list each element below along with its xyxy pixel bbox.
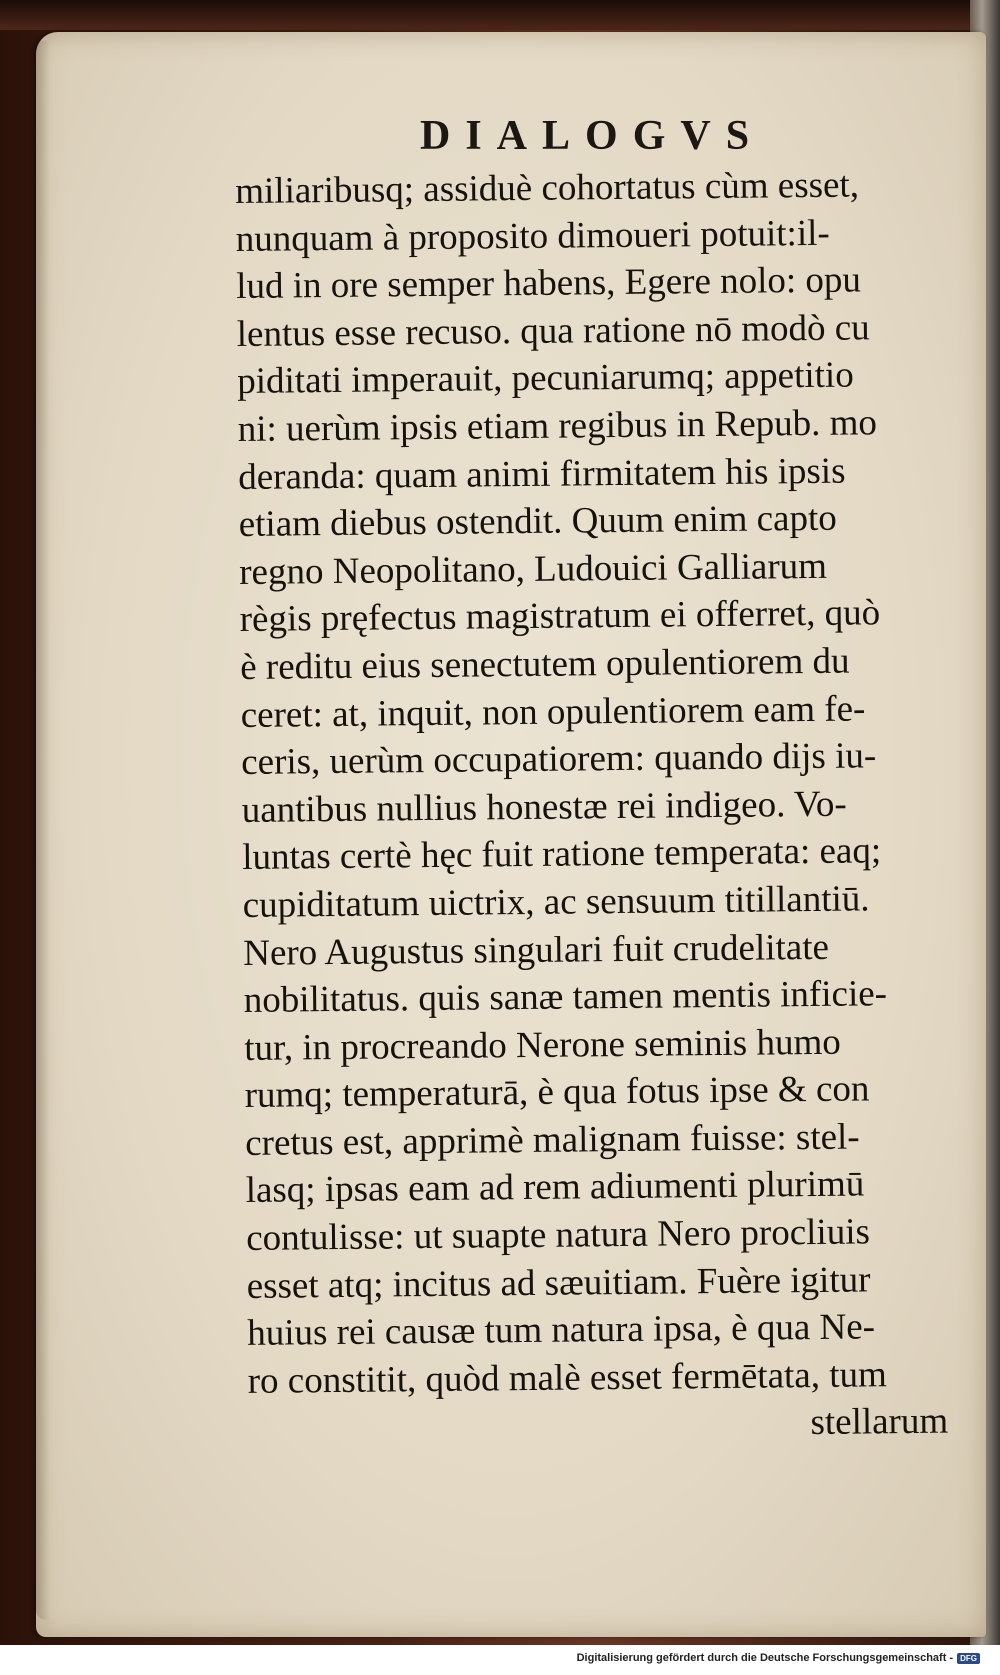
top-binding-strip: [0, 0, 1000, 30]
text-line-3: lud in ore semper habens, Egere nolo: opu: [236, 259, 862, 308]
text-line-6: ni: uerùm ipsis etiam regibus in Repub. mo: [237, 402, 878, 450]
credit-text: Digitalisierung gefördert durch die Deutsche Forschungsgemeinschaft -: [576, 1652, 954, 1664]
text-line-25: huius rei causæ tum natura ipsa, è qua Ne-: [246, 1306, 876, 1355]
text-line-12: ceret: at, inquit, non opulentiorem eam fe-: [240, 687, 866, 736]
dfg-logo-icon: DFG: [957, 1653, 980, 1664]
text-line-23: contulisse: ut suapte natura Nero procliuis: [245, 1211, 871, 1260]
text-line-8: etiam diebus ostendit. Quum enim capto: [238, 497, 837, 546]
text-line-4: lentus esse recuso. qua ratione nō modò cu: [236, 307, 870, 355]
text-line-7: deranda: quam animi firmitatem his ipsis: [238, 450, 846, 498]
catchword: stellarum: [810, 1401, 949, 1444]
text-line-19: tur, in procreando Nerone seminis humo: [244, 1021, 841, 1069]
text-line-16: cupiditatum uictrix, ac sensuum titillantiū.: [242, 878, 870, 926]
text-line-17: Nero Augustus singulari fuit crudelitate: [243, 926, 830, 974]
text-line-11: è reditu eius senectutem opulentiorem du: [240, 640, 850, 688]
main-text-block: [235, 160, 968, 1453]
text-line-18: nobilitatus. quis sanæ tamen mentis inficie-: [243, 973, 888, 1022]
gutter-shadow: [36, 40, 50, 1620]
text-line-15: luntas certè hęc fuit ratione temperata: eaq;: [242, 830, 882, 879]
running-head: DIALOGVS: [420, 113, 765, 159]
text-line-21: cretus est, apprimè malignam fuisse: stel-: [244, 1116, 860, 1164]
text-line-5: piditati imperauit, pecuniarumq; appetitio: [237, 354, 854, 403]
text-line-2: nunquam à proposito dimoueri potuit:il-: [235, 212, 830, 260]
text-line-10: règis pręfectus magistratum ei offerret, quò: [239, 592, 881, 641]
text-line-20: rumq; temperaturā, è qua fotus ipse & con: [244, 1068, 870, 1117]
text-line-22: lasq; ipsas eam ad rem adiumenti plurimū: [245, 1163, 865, 1212]
text-line-1: miliaribusq; assiduè cohortatus cùm esset,: [235, 164, 860, 212]
text-line-14: uantibus nullius honestæ rei indigeo. Vo-: [241, 783, 847, 831]
text-line-26: ro constitit, quòd malè esset fermētata, tum: [247, 1354, 887, 1402]
text-line-24: esset atq; incitus ad sæuitiam. Fuère igitur: [246, 1259, 871, 1307]
digitization-credit: [577, 1652, 980, 1664]
text-line-13: ceris, uerùm occupatiorem: quando dijs iu-: [241, 735, 877, 784]
text-line-9: regno Neopolitano, Ludouici Galliarum: [239, 545, 828, 593]
